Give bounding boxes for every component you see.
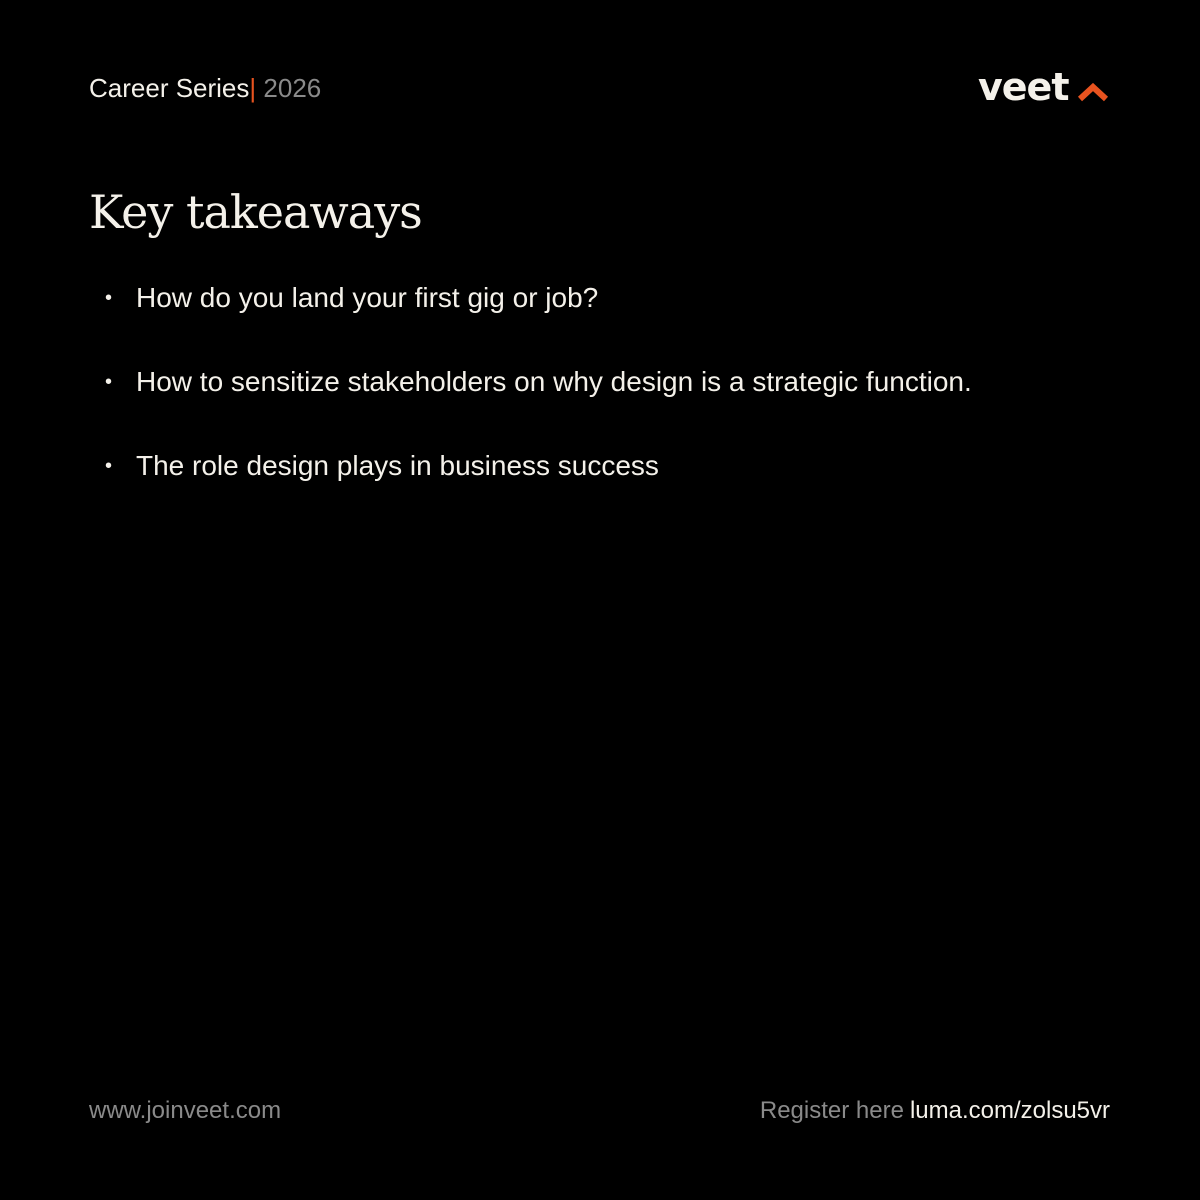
chevron-up-icon	[1076, 81, 1110, 103]
takeaway-text: The role design plays in business success	[136, 450, 659, 481]
takeaway-text: How do you land your first gig or job?	[136, 282, 599, 313]
logo-wordmark: veet	[978, 65, 1069, 109]
series-separator: |	[249, 73, 257, 103]
register-label: Register here	[759, 1097, 904, 1124]
bullet-icon: •	[105, 371, 113, 393]
register-link[interactable]: luma.com/zolsu5vr	[909, 1097, 1110, 1124]
list-item	[105, 446, 1105, 486]
bullet-icon: •	[105, 287, 113, 309]
takeaway-text: How to sensitize stakeholders on why design is a strategic function.	[136, 366, 972, 397]
website-link[interactable]: www.joinveet.com	[89, 1097, 282, 1124]
page-title: Key takeaways	[89, 185, 422, 239]
list-item	[105, 362, 1105, 402]
list-item	[105, 278, 1105, 318]
register-info	[760, 1094, 1110, 1128]
series-label: Career Series	[89, 73, 250, 103]
veet-logo	[978, 62, 1110, 112]
takeaways-list	[105, 278, 1105, 530]
series-year: 2026	[263, 73, 322, 103]
series-header	[89, 70, 321, 106]
bullet-icon: •	[105, 455, 113, 477]
